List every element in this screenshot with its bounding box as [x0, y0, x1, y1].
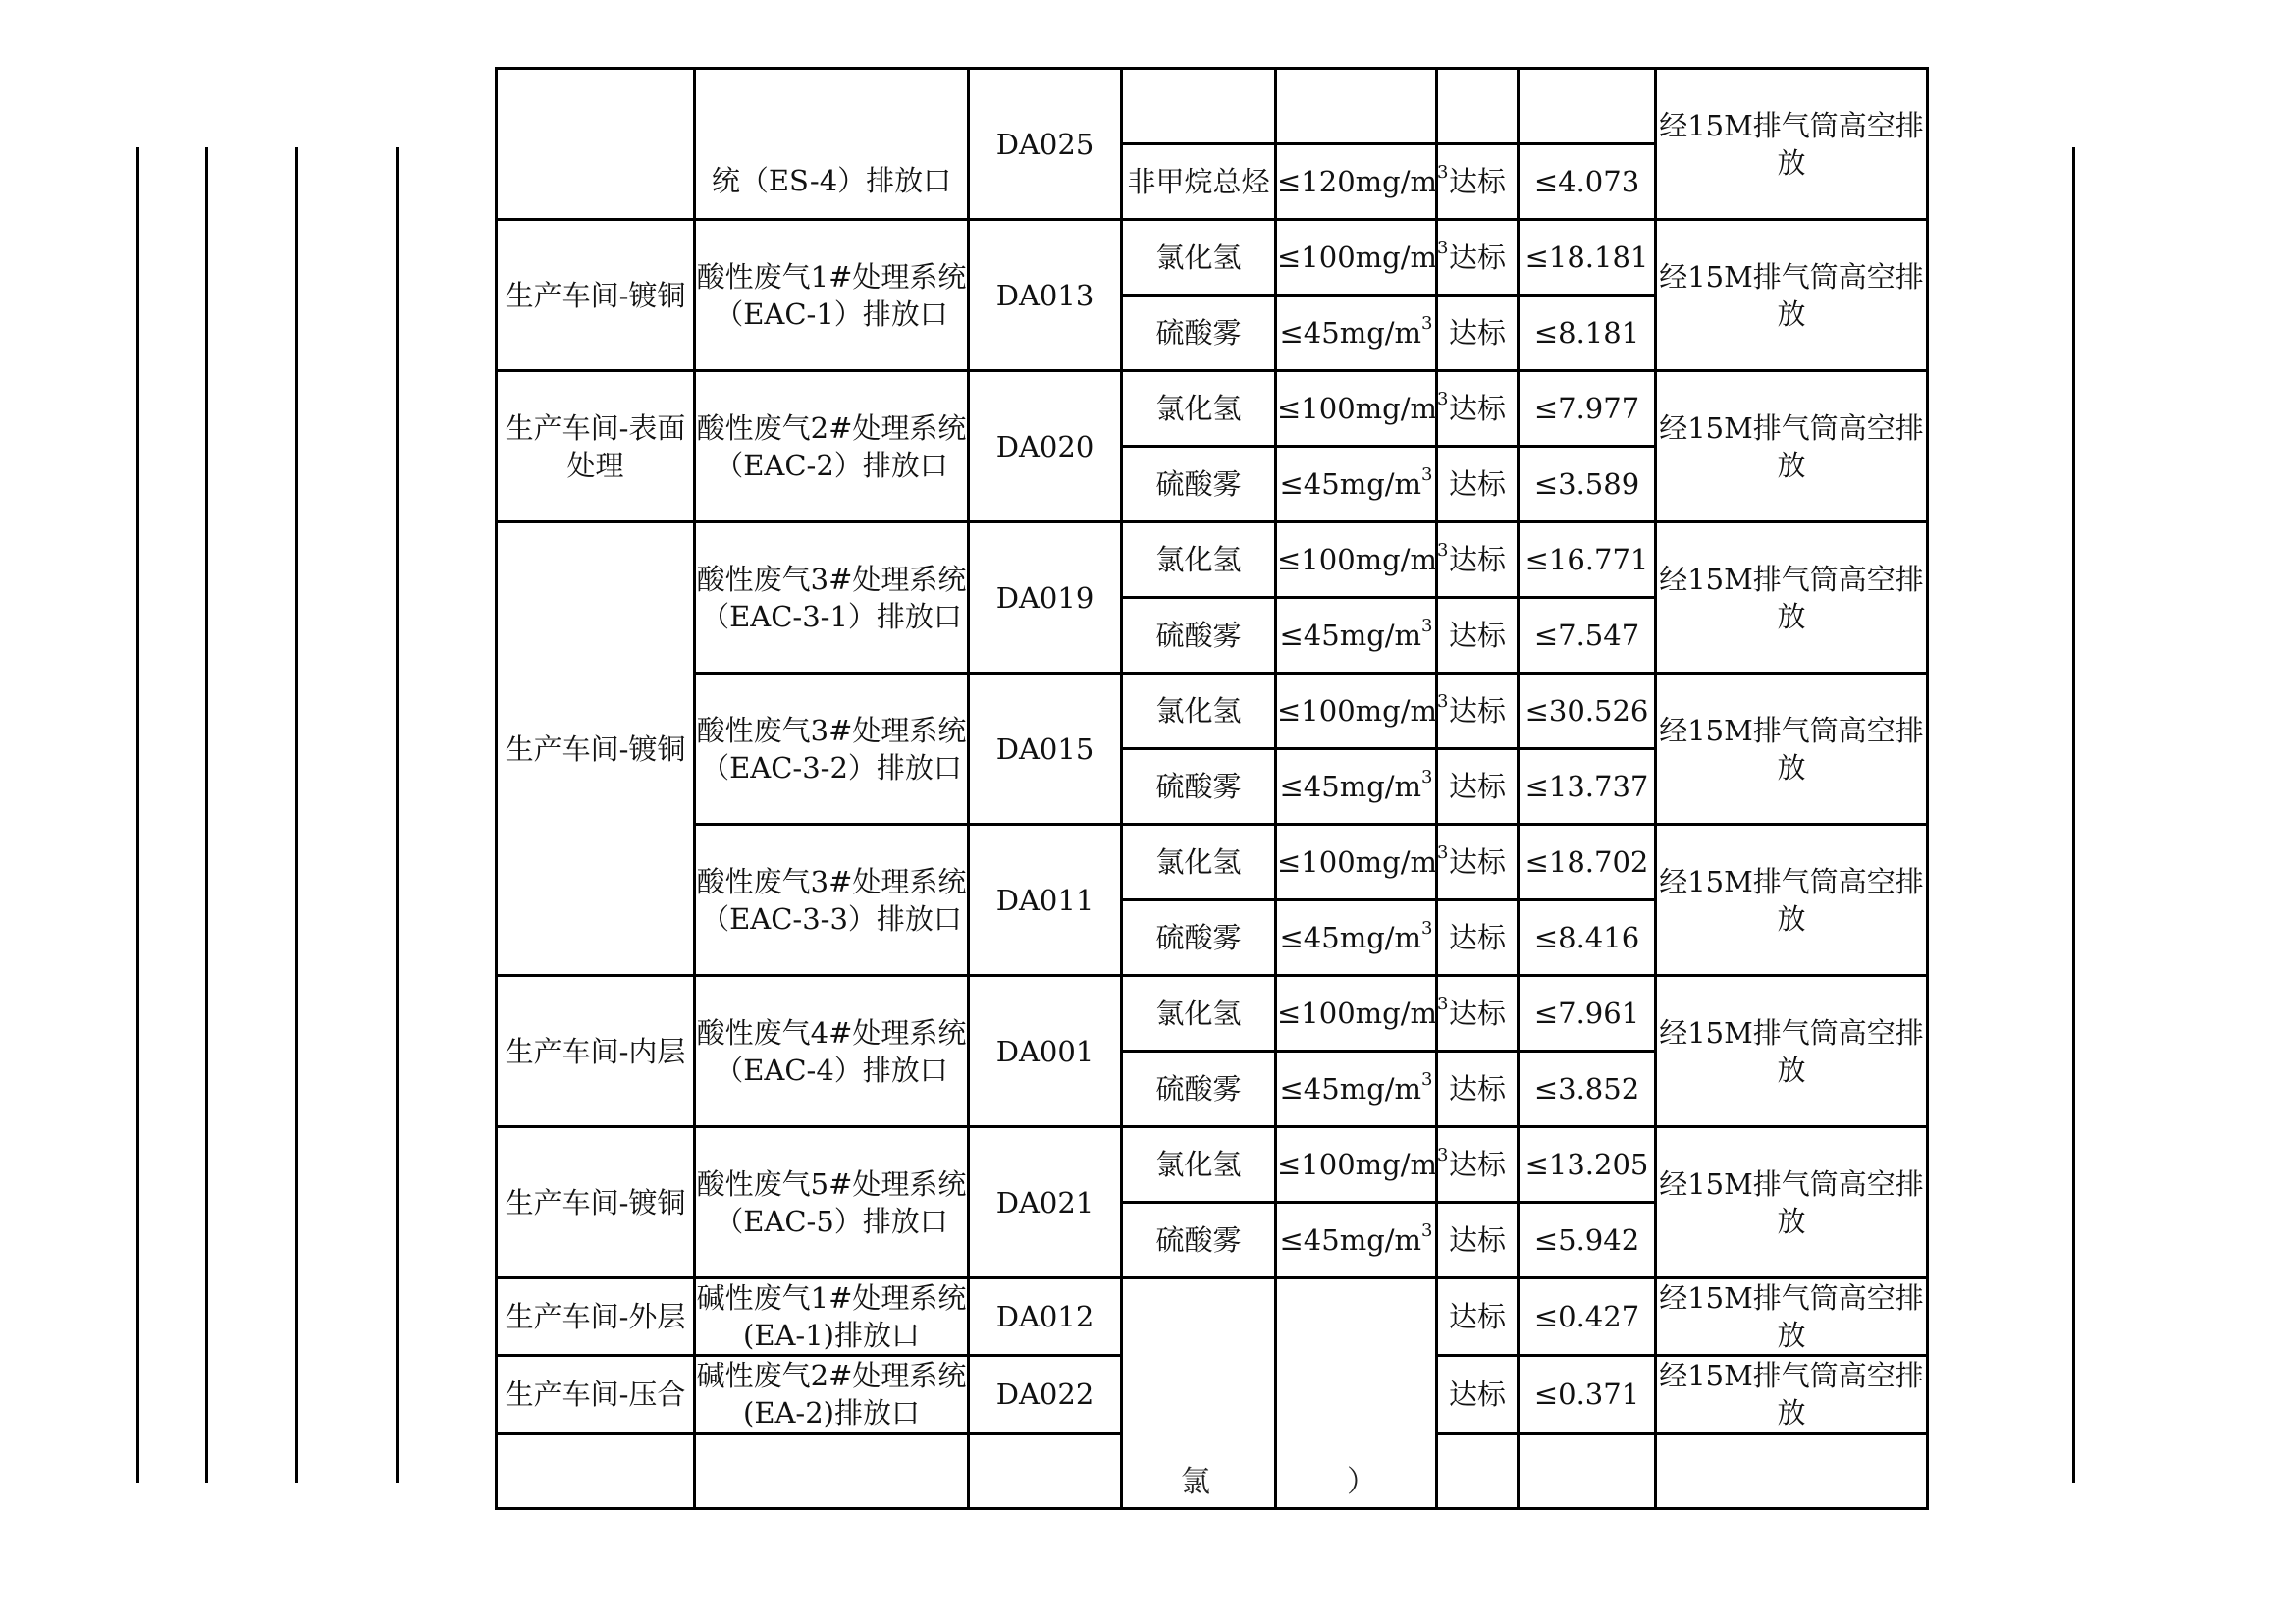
pollutant-name: 硫酸雾 — [1122, 447, 1276, 522]
result-cell — [1437, 69, 1519, 144]
standard-limit: $\le 100mg/m^3$ — [1276, 371, 1437, 447]
workshop-name: 生产车间-镀铜 — [497, 522, 695, 976]
measured-value: ≤18.181 — [1519, 220, 1656, 296]
standard-limit: $\le 100mg/m^3$ — [1276, 522, 1437, 598]
measured-value: ≤7.977 — [1519, 371, 1656, 447]
continuation-cell — [1519, 1434, 1656, 1509]
pollutant-name: 氯化氢 — [1122, 1127, 1276, 1203]
outlet-name: 酸性废气2#处理系统（EAC-2）排放口 — [695, 371, 969, 522]
table-row — [497, 674, 1928, 749]
standard-limit: $\le 45mg/m^3$ — [1276, 1052, 1437, 1127]
margin-line-4 — [396, 147, 399, 1483]
workshop-cell — [497, 69, 695, 220]
table-row — [497, 1127, 1928, 1203]
table-row — [497, 371, 1928, 447]
workshop-name: 生产车间-表面处理 — [497, 371, 695, 522]
standard-limit: $\le 100mg/m^3$ — [1276, 825, 1437, 900]
table-row — [497, 1278, 1928, 1356]
pollutant-name: 氯化氢 — [1122, 976, 1276, 1052]
outlet-code: DA015 — [969, 674, 1122, 825]
standard-limit: $\le 100mg/m^3$ — [1276, 674, 1437, 749]
outlet-cell — [695, 69, 969, 220]
result-status: 达标 — [1437, 825, 1519, 900]
measured-value: ≤8.416 — [1519, 900, 1656, 976]
result-status: 达标 — [1437, 1356, 1519, 1434]
standard-limit: $\le 100mg/m^3$ — [1276, 1127, 1437, 1203]
outlet-name: 酸性废气4#处理系统（EAC-4）排放口 — [695, 976, 969, 1127]
measured-value: ≤3.589 — [1519, 447, 1656, 522]
result-status: 达标 — [1437, 1127, 1519, 1203]
result-status: 达标 — [1437, 144, 1519, 220]
treatment-method: 经15M排气筒高空排放 — [1656, 825, 1928, 976]
treatment-method: 经15M排气筒高空排放 — [1656, 69, 1928, 220]
result-status: 达标 — [1437, 371, 1519, 447]
treatment-method: 经15M排气筒高空排放 — [1656, 1356, 1928, 1434]
standard-limit: $\le 45mg/m^3$ — [1276, 296, 1437, 371]
treatment-method: 经15M排气筒高空排放 — [1656, 220, 1928, 371]
measured-value: ≤16.771 — [1519, 522, 1656, 598]
table-row — [497, 220, 1928, 296]
pollutant-name: 硫酸雾 — [1122, 900, 1276, 976]
continuation-cell — [1656, 1434, 1928, 1509]
pollutant-name: 氯化氢 — [1122, 674, 1276, 749]
continuation-cell — [497, 1434, 695, 1509]
measured-value: ≤0.427 — [1519, 1278, 1656, 1356]
outlet-name: 酸性废气5#处理系统（EAC-5）排放口 — [695, 1127, 969, 1278]
standard-limit: $\le 100mg/m^3$ — [1276, 220, 1437, 296]
measured-value: ≤8.181 — [1519, 296, 1656, 371]
pollutant-name: 硫酸雾 — [1122, 749, 1276, 825]
table-row — [497, 976, 1928, 1052]
outlet-name: 碱性废气2#处理系统(EA-2)排放口 — [695, 1356, 969, 1434]
measured-value: ≤18.702 — [1519, 825, 1656, 900]
margin-line-2 — [205, 147, 208, 1483]
standard-limit: $\le 120mg/m^3$ — [1276, 144, 1437, 220]
table-row — [497, 825, 1928, 900]
result-status: 达标 — [1437, 522, 1519, 598]
result-status: 达标 — [1437, 220, 1519, 296]
workshop-name: 生产车间-镀铜 — [497, 1127, 695, 1278]
outlet-code: DA019 — [969, 522, 1122, 674]
outlet-code: DA001 — [969, 976, 1122, 1127]
table-row — [497, 69, 1928, 144]
result-status: 达标 — [1437, 674, 1519, 749]
pollutant-name: 氯化氢 — [1122, 220, 1276, 296]
standard-limit: $\le 45mg/m^3$ — [1276, 598, 1437, 674]
margin-line-3 — [295, 147, 298, 1483]
outlet-text: 统（ES-4）排放口 — [711, 163, 952, 197]
workshop-name: 生产车间-压合 — [497, 1356, 695, 1434]
outlet-code: DA025 — [969, 69, 1122, 220]
result-status: 达标 — [1437, 1052, 1519, 1127]
pollutant-cell — [1122, 69, 1276, 144]
workshop-name: 生产车间-内层 — [497, 976, 695, 1127]
standard-cell — [1276, 69, 1437, 144]
outlet-name: 酸性废气3#处理系统（EAC-3-2）排放口 — [695, 674, 969, 825]
pollutant-name: 非甲烷总烃 — [1122, 144, 1276, 220]
workshop-name: 生产车间-外层 — [497, 1278, 695, 1356]
pollutant-name: 硫酸雾 — [1122, 1203, 1276, 1278]
outlet-code: DA013 — [969, 220, 1122, 371]
outlet-code: DA021 — [969, 1127, 1122, 1278]
workshop-name: 生产车间-镀铜 — [497, 220, 695, 371]
standard-limit: $\le 45mg/m^3$ — [1276, 447, 1437, 522]
treatment-method: 经15M排气筒高空排放 — [1656, 1278, 1928, 1356]
result-status: 达标 — [1437, 749, 1519, 825]
measured-cell — [1519, 69, 1656, 144]
standard-limit: $\le 45mg/m^3$ — [1276, 749, 1437, 825]
result-status: 达标 — [1437, 976, 1519, 1052]
measured-value: ≤13.205 — [1519, 1127, 1656, 1203]
treatment-method: 经15M排气筒高空排放 — [1656, 1127, 1928, 1278]
result-status: 达标 — [1437, 900, 1519, 976]
measured-value: ≤3.852 — [1519, 1052, 1656, 1127]
table-row — [497, 522, 1928, 598]
cut-text-fragment: 氯 — [1181, 1465, 1210, 1499]
outlet-name: 碱性废气1#处理系统(EA-1)排放口 — [695, 1278, 969, 1356]
outlet-name: 酸性废气3#处理系统（EAC-3-3）排放口 — [695, 825, 969, 976]
margin-line-1 — [136, 147, 139, 1483]
result-status: 达标 — [1437, 598, 1519, 674]
outlet-code: DA012 — [969, 1278, 1122, 1356]
treatment-method: 经15M排气筒高空排放 — [1656, 976, 1928, 1127]
pollutant-name: 硫酸雾 — [1122, 296, 1276, 371]
result-status: 达标 — [1437, 1203, 1519, 1278]
standard-limit: $\le 100mg/m^3$ — [1276, 976, 1437, 1052]
outlet-name: 酸性废气3#处理系统（EAC-3-1）排放口 — [695, 522, 969, 674]
outlet-name: 酸性废气1#处理系统（EAC-1）排放口 — [695, 220, 969, 371]
pollutant-name: 硫酸雾 — [1122, 598, 1276, 674]
standard-limit: $\le 45mg/m^3$ — [1276, 1203, 1437, 1278]
result-status: 达标 — [1437, 1278, 1519, 1356]
pollutant-name: 硫酸雾 — [1122, 1052, 1276, 1127]
treatment-method: 经15M排气筒高空排放 — [1656, 371, 1928, 522]
emission-table — [495, 67, 1929, 1510]
pollutant-name: 氯化氢 — [1122, 825, 1276, 900]
treatment-method: 经15M排气筒高空排放 — [1656, 522, 1928, 674]
treatment-method: 经15M排气筒高空排放 — [1656, 674, 1928, 825]
continuation-cell — [969, 1434, 1122, 1509]
outlet-code: DA020 — [969, 371, 1122, 522]
continuation-cell — [1437, 1434, 1519, 1509]
measured-value: ≤30.526 — [1519, 674, 1656, 749]
continuation-cell — [695, 1434, 969, 1509]
pollutant-name: 氯化氢 — [1122, 522, 1276, 598]
measured-value: ≤0.371 — [1519, 1356, 1656, 1434]
pollutant-name: 氯化氢 — [1122, 371, 1276, 447]
measured-value: ≤13.737 — [1519, 749, 1656, 825]
emission-table-viewport — [495, 108, 1928, 1483]
cut-text-fragment: ） — [1347, 1465, 1376, 1499]
measured-value: ≤5.942 — [1519, 1203, 1656, 1278]
margin-line-right — [2072, 147, 2075, 1483]
outlet-code: DA022 — [969, 1356, 1122, 1434]
measured-value: ≤4.073 — [1519, 144, 1656, 220]
standard-limit: $\le 45mg/m^3$ — [1276, 900, 1437, 976]
result-status: 达标 — [1437, 296, 1519, 371]
result-status: 达标 — [1437, 447, 1519, 522]
measured-value: ≤7.547 — [1519, 598, 1656, 674]
outlet-code: DA011 — [969, 825, 1122, 976]
measured-value: ≤7.961 — [1519, 976, 1656, 1052]
